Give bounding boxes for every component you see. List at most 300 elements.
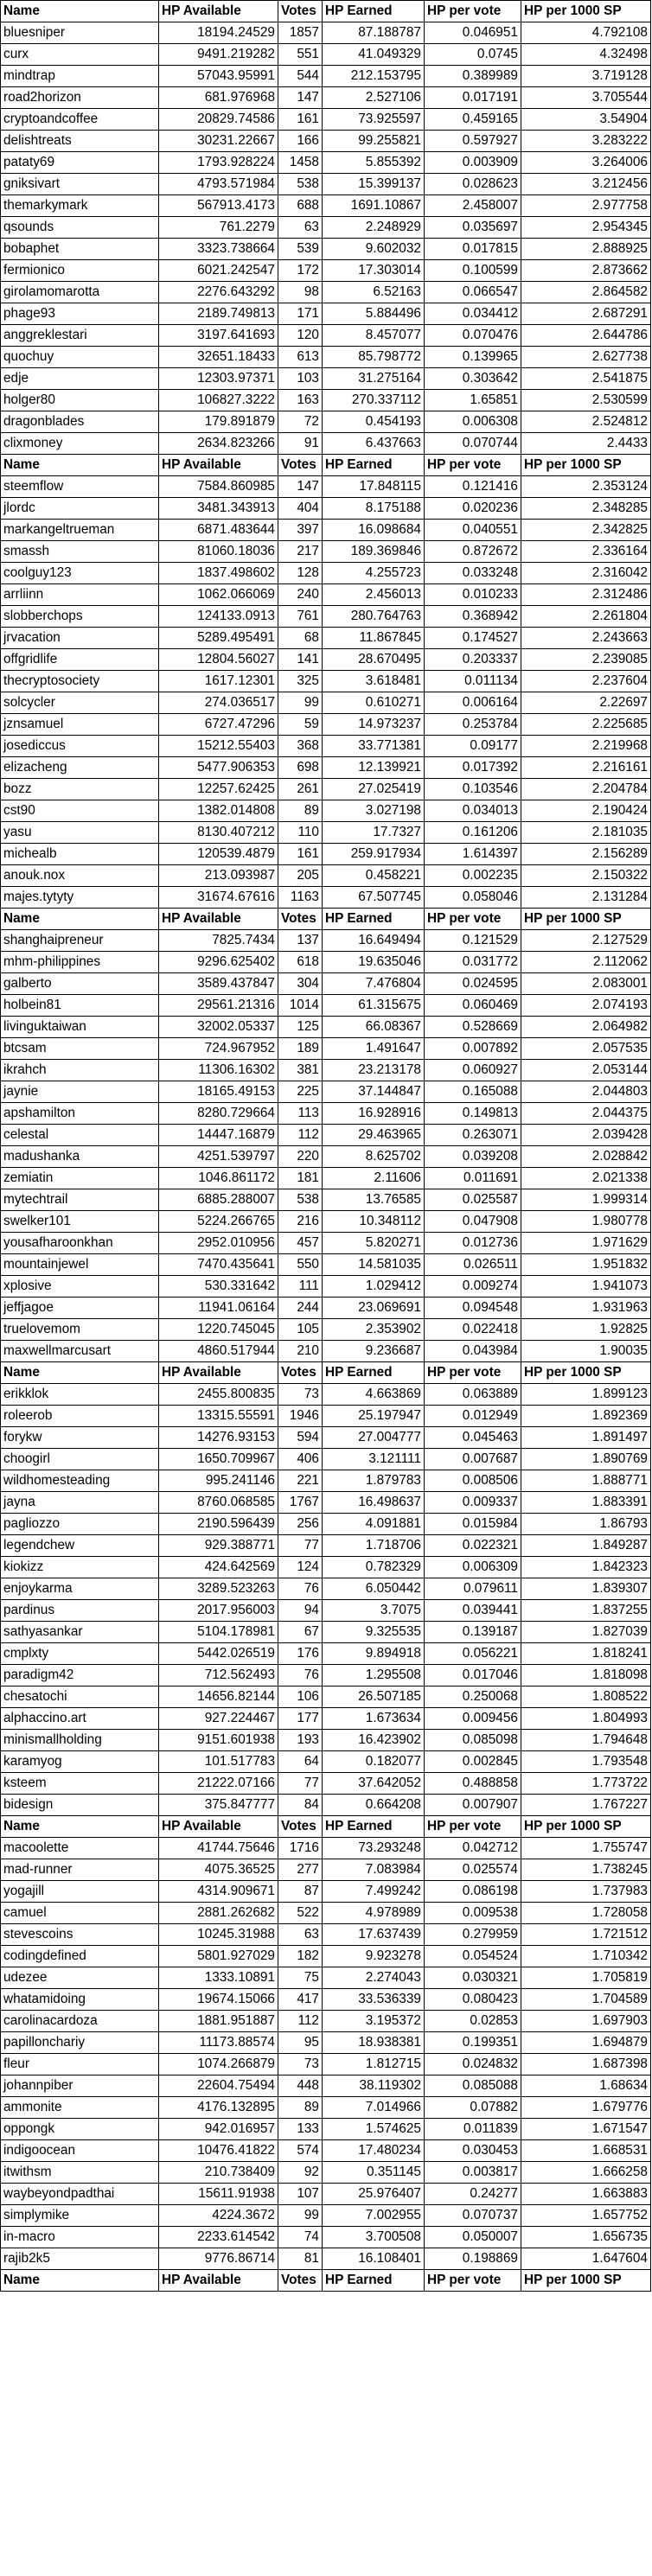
table-row: [1, 714, 651, 736]
cell-hp-per-vote: 0.250068: [425, 1687, 521, 1708]
cell-hp-per-1000-sp: 1.755747: [521, 1838, 651, 1859]
column-header-hp-per-vote: HP per vote: [425, 1, 521, 22]
cell-hp-per-1000-sp: 2.342825: [521, 520, 651, 541]
cell-name: carolinacardoza: [1, 2011, 159, 2032]
table-row: [1, 779, 651, 800]
cell-hp-available: 12257.62425: [159, 779, 278, 800]
cell-hp-available: 11941.06164: [159, 1298, 278, 1319]
cell-hp-earned: 5.884496: [323, 303, 425, 325]
cell-hp-per-vote: 0.094548: [425, 1298, 521, 1319]
cell-votes: 107: [278, 2184, 323, 2205]
cell-votes: 189: [278, 1038, 323, 1060]
cell-hp-available: 11306.16302: [159, 1060, 278, 1081]
column-header-hp-available: HP Available: [159, 1362, 278, 1384]
cell-hp-available: 4075.36525: [159, 1859, 278, 1881]
cell-hp-available: 5801.927029: [159, 1946, 278, 1967]
cell-hp-earned: 3.027198: [323, 800, 425, 822]
cell-votes: 538: [278, 174, 323, 195]
cell-hp-available: 1837.498602: [159, 563, 278, 584]
cell-hp-earned: 19.635046: [323, 952, 425, 973]
header-row: [1, 455, 651, 476]
cell-name: btcsam: [1, 1038, 159, 1060]
cell-votes: 551: [278, 44, 323, 66]
table-row: [1, 1903, 651, 1924]
cell-hp-available: 1650.709967: [159, 1449, 278, 1470]
cell-votes: 112: [278, 2011, 323, 2032]
table-row: [1, 1254, 651, 1276]
cell-hp-earned: 27.004777: [323, 1427, 425, 1449]
cell-name: shanghaipreneur: [1, 930, 159, 952]
cell-hp-earned: 27.025419: [323, 779, 425, 800]
cell-hp-per-vote: 0.054524: [425, 1946, 521, 1967]
column-header-votes: Votes: [278, 1362, 323, 1384]
column-header-hp-per-vote: HP per vote: [425, 1816, 521, 1838]
column-header-votes: Votes: [278, 455, 323, 476]
cell-votes: 112: [278, 1125, 323, 1146]
table-row: [1, 325, 651, 347]
cell-votes: 594: [278, 1427, 323, 1449]
cell-name: fleur: [1, 2054, 159, 2075]
cell-votes: 1946: [278, 1406, 323, 1427]
cell-hp-per-vote: 0.872672: [425, 541, 521, 563]
cell-hp-per-vote: 0.174527: [425, 628, 521, 649]
cell-hp-available: 14447.16879: [159, 1125, 278, 1146]
cell-hp-per-1000-sp: 1.793548: [521, 1751, 651, 1773]
table-row: [1, 628, 651, 649]
cell-name: xplosive: [1, 1276, 159, 1298]
cell-hp-per-1000-sp: 2.4433: [521, 433, 651, 455]
cell-hp-available: 2881.262682: [159, 1903, 278, 1924]
cell-hp-per-vote: 0.02853: [425, 2011, 521, 2032]
column-header-hp-available: HP Available: [159, 455, 278, 476]
cell-name: girolamomarotta: [1, 282, 159, 303]
cell-hp-per-vote: 0.009274: [425, 1276, 521, 1298]
cell-name: michealb: [1, 844, 159, 865]
cell-hp-per-1000-sp: 1.705819: [521, 1967, 651, 1989]
cell-name: road2horizon: [1, 87, 159, 109]
cell-name: wildhomesteading: [1, 1470, 159, 1492]
cell-name: bobaphet: [1, 239, 159, 260]
cell-votes: 181: [278, 1168, 323, 1189]
table-row: [1, 1492, 651, 1514]
table-row: [1, 606, 651, 628]
cell-votes: 74: [278, 2227, 323, 2248]
column-header-hp-available: HP Available: [159, 909, 278, 930]
cell-votes: 574: [278, 2140, 323, 2162]
cell-name: ammonite: [1, 2097, 159, 2119]
cell-name: steemflow: [1, 476, 159, 498]
cell-hp-per-1000-sp: 2.627738: [521, 347, 651, 368]
cell-hp-earned: 37.144847: [323, 1081, 425, 1103]
cell-name: jrvacation: [1, 628, 159, 649]
cell-hp-per-vote: 0.017046: [425, 1665, 521, 1687]
cell-hp-per-vote: 0.121529: [425, 930, 521, 952]
cell-votes: 261: [278, 779, 323, 800]
table-row: [1, 671, 651, 692]
table-row: [1, 541, 651, 563]
cell-hp-per-1000-sp: 2.112062: [521, 952, 651, 973]
cell-hp-earned: 1.029412: [323, 1276, 425, 1298]
cell-name: erikklok: [1, 1384, 159, 1406]
cell-hp-earned: 1691.10867: [323, 195, 425, 217]
cell-name: slobberchops: [1, 606, 159, 628]
table-row: [1, 995, 651, 1017]
table-row: [1, 1730, 651, 1751]
cell-hp-earned: 4.091881: [323, 1514, 425, 1535]
cell-hp-per-vote: 0.070737: [425, 2205, 521, 2227]
cell-hp-earned: 17.303014: [323, 260, 425, 282]
cell-name: yogajill: [1, 1881, 159, 1903]
cell-votes: 457: [278, 1233, 323, 1254]
cell-hp-per-1000-sp: 1.663883: [521, 2184, 651, 2205]
table-row: [1, 649, 651, 671]
cell-hp-available: 18165.49153: [159, 1081, 278, 1103]
cell-name: quochuy: [1, 347, 159, 368]
cell-hp-earned: 17.7327: [323, 822, 425, 844]
cell-votes: 99: [278, 2205, 323, 2227]
cell-hp-earned: 14.973237: [323, 714, 425, 736]
cell-name: macoolette: [1, 1838, 159, 1859]
table-row: [1, 498, 651, 520]
cell-votes: 110: [278, 822, 323, 844]
cell-votes: 87: [278, 1881, 323, 1903]
cell-votes: 147: [278, 476, 323, 498]
cell-hp-earned: 2.456013: [323, 584, 425, 606]
cell-votes: 1014: [278, 995, 323, 1017]
cell-hp-per-1000-sp: 1.721512: [521, 1924, 651, 1946]
cell-hp-per-1000-sp: 2.348285: [521, 498, 651, 520]
cell-votes: 73: [278, 1384, 323, 1406]
cell-hp-available: 9296.625402: [159, 952, 278, 973]
cell-hp-per-1000-sp: 1.899123: [521, 1384, 651, 1406]
cell-hp-per-1000-sp: 3.719128: [521, 66, 651, 87]
cell-hp-per-1000-sp: 1.728058: [521, 1903, 651, 1924]
cell-name: karamyog: [1, 1751, 159, 1773]
cell-hp-available: 1333.10891: [159, 1967, 278, 1989]
table-row: [1, 1341, 651, 1362]
cell-votes: 125: [278, 1017, 323, 1038]
cell-hp-earned: 15.399137: [323, 174, 425, 195]
cell-hp-per-1000-sp: 3.54904: [521, 109, 651, 131]
cell-hp-per-vote: 0.026511: [425, 1254, 521, 1276]
cell-hp-per-vote: 0.085098: [425, 1730, 521, 1751]
cell-hp-available: 8760.068585: [159, 1492, 278, 1514]
column-header-name: Name: [1, 1362, 159, 1384]
header-row: [1, 1, 651, 22]
cell-hp-per-1000-sp: 1.842323: [521, 1557, 651, 1578]
cell-hp-available: 2189.749813: [159, 303, 278, 325]
cell-hp-available: 41744.75646: [159, 1838, 278, 1859]
cell-hp-available: 567913.4173: [159, 195, 278, 217]
cell-name: truelovemom: [1, 1319, 159, 1341]
cell-name: maxwellmarcusart: [1, 1341, 159, 1362]
cell-hp-per-1000-sp: 2.083001: [521, 973, 651, 995]
cell-hp-earned: 10.348112: [323, 1211, 425, 1233]
cell-hp-per-vote: 0.043984: [425, 1341, 521, 1362]
cell-hp-per-vote: 0.085088: [425, 2075, 521, 2097]
cell-hp-available: 1074.266879: [159, 2054, 278, 2075]
cell-hp-per-1000-sp: 2.044375: [521, 1103, 651, 1125]
cell-name: holbein81: [1, 995, 159, 1017]
cell-hp-per-1000-sp: 2.039428: [521, 1125, 651, 1146]
cell-hp-available: 21222.07166: [159, 1773, 278, 1795]
cell-hp-available: 1881.951887: [159, 2011, 278, 2032]
cell-hp-earned: 16.108401: [323, 2248, 425, 2270]
cell-hp-earned: 7.014966: [323, 2097, 425, 2119]
cell-hp-per-1000-sp: 1.710342: [521, 1946, 651, 1967]
cell-hp-earned: 3.121111: [323, 1449, 425, 1470]
column-header-hp-per-vote: HP per vote: [425, 455, 521, 476]
cell-name: paradigm42: [1, 1665, 159, 1687]
cell-hp-available: 2952.010956: [159, 1233, 278, 1254]
cell-votes: 59: [278, 714, 323, 736]
cell-name: yasu: [1, 822, 159, 844]
cell-hp-per-1000-sp: 4.792108: [521, 22, 651, 44]
cell-name: forykw: [1, 1427, 159, 1449]
cell-votes: 210: [278, 1341, 323, 1362]
cell-hp-earned: 1.295508: [323, 1665, 425, 1687]
cell-hp-per-1000-sp: 1.697903: [521, 2011, 651, 2032]
cell-hp-per-1000-sp: 1.849287: [521, 1535, 651, 1557]
cell-hp-available: 124133.0913: [159, 606, 278, 628]
cell-hp-per-vote: 0.103546: [425, 779, 521, 800]
cell-hp-per-1000-sp: 3.212456: [521, 174, 651, 195]
cell-votes: 76: [278, 1578, 323, 1600]
table-row: [1, 411, 651, 433]
cell-name: gniksivart: [1, 174, 159, 195]
cell-name: cryptoandcoffee: [1, 109, 159, 131]
cell-hp-per-vote: 2.458007: [425, 195, 521, 217]
table-row: [1, 1427, 651, 1449]
cell-hp-available: 681.976968: [159, 87, 278, 109]
cell-votes: 618: [278, 952, 323, 973]
cell-hp-earned: 7.499242: [323, 1881, 425, 1903]
cell-hp-per-1000-sp: 2.687291: [521, 303, 651, 325]
cell-hp-per-1000-sp: 1.704589: [521, 1989, 651, 2011]
cell-hp-per-vote: 0.010233: [425, 584, 521, 606]
cell-hp-per-1000-sp: 2.028842: [521, 1146, 651, 1168]
cell-hp-earned: 41.049329: [323, 44, 425, 66]
table-row: [1, 195, 651, 217]
cell-name: celestal: [1, 1125, 159, 1146]
cell-hp-available: 2276.643292: [159, 282, 278, 303]
cell-hp-per-vote: 0.047908: [425, 1211, 521, 1233]
cell-hp-per-1000-sp: 3.705544: [521, 87, 651, 109]
cell-votes: 417: [278, 1989, 323, 2011]
cell-votes: 91: [278, 433, 323, 455]
cell-hp-per-1000-sp: 2.954345: [521, 217, 651, 239]
cell-hp-earned: 67.507745: [323, 887, 425, 909]
cell-votes: 171: [278, 303, 323, 325]
cell-votes: 381: [278, 1060, 323, 1081]
cell-hp-per-vote: 0.028623: [425, 174, 521, 195]
cell-hp-earned: 14.581035: [323, 1254, 425, 1276]
cell-hp-per-1000-sp: 1.668531: [521, 2140, 651, 2162]
header-row: [1, 1816, 651, 1838]
cell-hp-per-vote: 0.030321: [425, 1967, 521, 1989]
cell-hp-earned: 1.879783: [323, 1470, 425, 1492]
cell-hp-per-1000-sp: 2.064982: [521, 1017, 651, 1038]
header-row: [1, 909, 651, 930]
cell-votes: 64: [278, 1751, 323, 1773]
column-header-hp-available: HP Available: [159, 1816, 278, 1838]
cell-name: enjoykarma: [1, 1578, 159, 1600]
cell-hp-per-vote: 0.011839: [425, 2119, 521, 2140]
cell-hp-earned: 9.894918: [323, 1643, 425, 1665]
cell-name: simplymike: [1, 2205, 159, 2227]
cell-hp-per-1000-sp: 2.873662: [521, 260, 651, 282]
cell-hp-per-vote: 0.024832: [425, 2054, 521, 2075]
cell-hp-per-vote: 0.040551: [425, 520, 521, 541]
cell-hp-available: 4860.517944: [159, 1341, 278, 1362]
column-header-hp-earned: HP Earned: [323, 1816, 425, 1838]
table-row: [1, 239, 651, 260]
cell-hp-earned: 31.275164: [323, 368, 425, 390]
cell-name: anouk.nox: [1, 865, 159, 887]
cell-name: madushanka: [1, 1146, 159, 1168]
cell-name: apshamilton: [1, 1103, 159, 1125]
cell-hp-earned: 6.050442: [323, 1578, 425, 1600]
cell-hp-per-vote: 0.009337: [425, 1492, 521, 1514]
table-row: [1, 520, 651, 541]
cell-name: mad-runner: [1, 1859, 159, 1881]
cell-hp-available: 3589.437847: [159, 973, 278, 995]
cell-votes: 217: [278, 541, 323, 563]
cell-hp-per-1000-sp: 1.883391: [521, 1492, 651, 1514]
cell-name: mytechtrail: [1, 1189, 159, 1211]
cell-name: delishtreats: [1, 131, 159, 152]
table-row: [1, 1924, 651, 1946]
table-row: [1, 1989, 651, 2011]
cell-votes: 539: [278, 239, 323, 260]
table-row: [1, 1298, 651, 1319]
cell-votes: 163: [278, 390, 323, 411]
cell-votes: 240: [278, 584, 323, 606]
cell-hp-per-vote: 0.011134: [425, 671, 521, 692]
table-row: [1, 1967, 651, 1989]
cell-hp-per-1000-sp: 1.671547: [521, 2119, 651, 2140]
cell-hp-available: 1220.745045: [159, 1319, 278, 1341]
cell-hp-earned: 270.337112: [323, 390, 425, 411]
cell-votes: 137: [278, 930, 323, 952]
cell-votes: 84: [278, 1795, 323, 1816]
cell-hp-earned: 73.925597: [323, 109, 425, 131]
table-row: [1, 217, 651, 239]
table-row: [1, 2032, 651, 2054]
cell-hp-per-vote: 0.060469: [425, 995, 521, 1017]
cell-hp-per-vote: 0.597927: [425, 131, 521, 152]
column-header-votes: Votes: [278, 1, 323, 22]
cell-hp-per-vote: 0.009538: [425, 1903, 521, 1924]
cell-name: markangeltrueman: [1, 520, 159, 541]
cell-hp-per-vote: 0.24277: [425, 2184, 521, 2205]
cell-hp-per-vote: 0.002235: [425, 865, 521, 887]
cell-hp-per-vote: 0.012949: [425, 1406, 521, 1427]
cell-hp-available: 530.331642: [159, 1276, 278, 1298]
cell-hp-earned: 3.7075: [323, 1600, 425, 1622]
cell-hp-per-vote: 0.022321: [425, 1535, 521, 1557]
column-header-hp-earned: HP Earned: [323, 2270, 425, 2292]
cell-name: camuel: [1, 1903, 159, 1924]
cell-votes: 124: [278, 1557, 323, 1578]
table-row: [1, 1319, 651, 1341]
cell-hp-per-vote: 0.056221: [425, 1643, 521, 1665]
cell-name: itwithsm: [1, 2162, 159, 2184]
cell-votes: 73: [278, 2054, 323, 2075]
cell-hp-per-vote: 0.034013: [425, 800, 521, 822]
cell-hp-available: 3289.523263: [159, 1578, 278, 1600]
cell-hp-earned: 61.315675: [323, 995, 425, 1017]
cell-hp-per-vote: 0.07882: [425, 2097, 521, 2119]
cell-hp-per-1000-sp: 1.92825: [521, 1319, 651, 1341]
cell-hp-earned: 18.938381: [323, 2032, 425, 2054]
cell-hp-per-1000-sp: 1.837255: [521, 1600, 651, 1622]
cell-name: minismallholding: [1, 1730, 159, 1751]
cell-hp-available: 13315.55591: [159, 1406, 278, 1427]
cell-hp-earned: 2.527106: [323, 87, 425, 109]
cell-hp-available: 120539.4879: [159, 844, 278, 865]
cell-name: bluesniper: [1, 22, 159, 44]
cell-hp-available: 6727.47296: [159, 714, 278, 736]
column-header-hp-per-vote: HP per vote: [425, 909, 521, 930]
cell-hp-per-vote: 0.488858: [425, 1773, 521, 1795]
cell-votes: 105: [278, 1319, 323, 1341]
cell-hp-per-vote: 0.253784: [425, 714, 521, 736]
table-row: [1, 1535, 651, 1557]
cell-hp-per-1000-sp: 2.864582: [521, 282, 651, 303]
cell-votes: 141: [278, 649, 323, 671]
cell-votes: 111: [278, 1276, 323, 1298]
cell-name: waybeyondpadthai: [1, 2184, 159, 2205]
cell-hp-per-1000-sp: 1.656735: [521, 2227, 651, 2248]
cell-votes: 63: [278, 217, 323, 239]
cell-hp-earned: 4.255723: [323, 563, 425, 584]
cell-hp-per-vote: 0.017191: [425, 87, 521, 109]
cell-hp-earned: 3.700508: [323, 2227, 425, 2248]
cell-hp-earned: 0.454193: [323, 411, 425, 433]
cell-hp-available: 18194.24529: [159, 22, 278, 44]
table-row: [1, 930, 651, 952]
cell-hp-per-vote: 0.006308: [425, 411, 521, 433]
cell-hp-earned: 2.274043: [323, 1967, 425, 1989]
cell-hp-per-1000-sp: 1.892369: [521, 1406, 651, 1427]
cell-hp-per-1000-sp: 2.190424: [521, 800, 651, 822]
cell-hp-earned: 212.153795: [323, 66, 425, 87]
cell-hp-per-vote: 0.066547: [425, 282, 521, 303]
table-row: [1, 1514, 651, 1535]
cell-name: ksteem: [1, 1773, 159, 1795]
table-row: [1, 1643, 651, 1665]
cell-hp-available: 15212.55403: [159, 736, 278, 757]
column-header-hp-per-vote: HP per vote: [425, 2270, 521, 2292]
cell-votes: 77: [278, 1773, 323, 1795]
cell-hp-available: 106827.3222: [159, 390, 278, 411]
cell-name: mountainjewel: [1, 1254, 159, 1276]
cell-votes: 205: [278, 865, 323, 887]
cell-hp-per-vote: 0.203337: [425, 649, 521, 671]
cell-hp-per-1000-sp: 1.827039: [521, 1622, 651, 1643]
cell-hp-available: 7584.860985: [159, 476, 278, 498]
table-row: [1, 1168, 651, 1189]
table-row: [1, 887, 651, 909]
cell-hp-per-vote: 0.034412: [425, 303, 521, 325]
table-row: [1, 22, 651, 44]
cell-hp-available: 12303.97371: [159, 368, 278, 390]
cell-hp-available: 4314.909671: [159, 1881, 278, 1903]
cell-name: oppongk: [1, 2119, 159, 2140]
cell-hp-per-vote: 0.017392: [425, 757, 521, 779]
cell-hp-available: 14276.93153: [159, 1427, 278, 1449]
